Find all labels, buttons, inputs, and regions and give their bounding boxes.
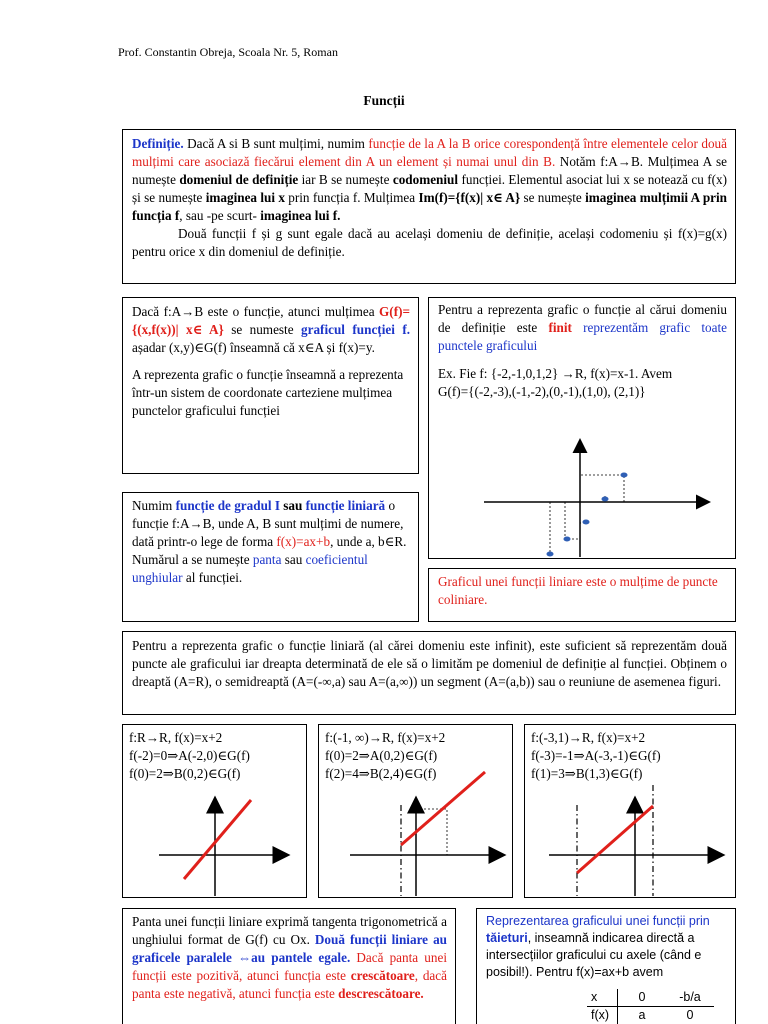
example-3-line-2: f(-3)=-1⇒A(-3,-1)∈G(f): [531, 748, 661, 763]
parallel-rule: Două funcții liniare au graficele paralele ⇔au pantele egale.: [132, 932, 447, 965]
text: iar B se numește: [298, 172, 393, 187]
collinear-note-box: [428, 568, 736, 622]
table-row: [587, 989, 714, 1007]
term-image-set: imaginea mulțimii A prin funcția f: [132, 190, 728, 223]
page-header: Prof. Constantin Obreja, Scoala Nr. 5, Roman: [118, 45, 338, 59]
function-definition: funcție de la A la B orice corespondență între elementele celor două mulțimi care asociază fiecărui element din A un element și numai unul din B.: [132, 136, 727, 169]
definition-paragraph: [132, 135, 727, 225]
example-line-1: Ex. Fie f: {-2,-1,0,1,2} →R, f(x)=x-1. Avem: [438, 366, 673, 381]
table-cell: a: [638, 1008, 646, 1022]
cuts-box: [476, 908, 736, 1024]
table-cell: -b/a: [666, 989, 714, 1007]
graph-definition-box: [122, 297, 419, 474]
text: , dacă panta este negativă, atunci funcția este: [132, 968, 447, 1001]
text: , sau -pe scurt-: [179, 208, 261, 223]
text: se numește: [520, 190, 586, 205]
term-coefficient: coeficientul unghiular: [132, 552, 368, 585]
example-1-graph: [123, 725, 306, 896]
text: așadar (x,y)∈G(f) înseamnă că x∈A și f(x)=y.: [132, 340, 375, 355]
text: , inseamnă indicarea directă a intersecțiilor graficului cu axele (când e posibil!). Pentru f(x)=ax+b avem: [486, 931, 702, 979]
finite-rest: reprezentăm grafic toate punctele graficului: [438, 320, 727, 353]
text: o funcție f:A→B, unde A, B sunt mulțimi de numere, dată printr-o lege de forma: [132, 498, 404, 549]
text: sau: [281, 552, 306, 567]
term-cuts: tăieturi: [486, 931, 528, 945]
term-codomain: codomeniul: [392, 172, 459, 187]
finite-term: finit: [548, 320, 572, 335]
example-1-line-1: f:R→R, f(x)=x+2: [129, 730, 223, 745]
graph-points: [547, 473, 628, 557]
example-2-line-3: f(2)=4⇒B(2,4)∈G(f): [325, 766, 437, 781]
example-2-line-2: f(0)=2⇒A(0,2)∈G(f): [325, 748, 438, 763]
linear-function-box: [122, 492, 419, 622]
definition-box: [122, 129, 736, 284]
text: Panta unei funcții liniare exprimă tangenta trigonometrică a unghiului format de G(f) cu Ox.: [132, 914, 447, 947]
example-box-3: [524, 724, 736, 898]
example-1-line-2: f(-2)=0⇒A(-2,0)∈G(f): [129, 748, 250, 763]
infinite-domain-paragraph: Pentru a reprezenta grafic o funcție liniară (al cărei domeniu este infinit), este suficient să reprezentăm două puncte ale graficului iar dreapta determinată de ele să o limităm pe domeniul de definiție al funcției. Obținem o dreaptă (A=R), o semidreaptă (A=(-∞,a) sau A=(a,∞)) un segment (A=(a,b)) sau o reuniune de asemenea figuri.: [132, 638, 727, 689]
term-domain: domeniul de definiție: [179, 172, 299, 187]
point-0: [583, 520, 590, 525]
example-line-2: G(f)={(-2,-3),(-1,-2),(0,-1),(1,0), (2,1)}: [438, 384, 646, 399]
definition-keyword: Definiție.: [132, 136, 184, 151]
dashed-guides: [550, 475, 624, 556]
text: Pentru a reprezenta grafic o funcție al cărui domeniu de definiție este: [438, 302, 727, 335]
table-cell: f(x): [587, 1007, 618, 1024]
point-minus2: [547, 552, 554, 557]
graph-representation-paragraph: A reprezenta grafic o funcție înseamnă a reprezenta într-un sistem de coordonate carteziene mulțimea punctelor graficului funcției: [132, 367, 404, 418]
text: se numeste: [223, 322, 302, 337]
example-3-graph: [525, 725, 734, 896]
text: Reprezentarea graficului unei funcții prin: [486, 914, 710, 928]
text: sau: [280, 498, 306, 513]
linear-formula: f(x)=ax+b: [276, 534, 331, 549]
text: Notăm f:A→B. Mulțimea A se numește: [132, 154, 727, 187]
table-cell: x: [587, 989, 618, 1007]
graph-term: graficul funcției f.: [301, 322, 411, 337]
graph-definition-paragraph: [132, 303, 410, 357]
term-image-f: imaginea lui f.: [260, 208, 341, 223]
term-im-f: Im(f)={f(x)| x∈ A}: [418, 190, 521, 205]
finite-domain-box: [428, 297, 736, 559]
text: , unde a, b∈R. Numărul a se numește: [132, 534, 407, 567]
example-box-2: [318, 724, 513, 898]
graph-line: [184, 800, 251, 879]
term-decreasing: descrescătoare.: [338, 986, 424, 1001]
term-image-x: imaginea lui x: [205, 190, 285, 205]
term-first-degree: funcție de gradul I: [175, 498, 280, 513]
text: funcției. Elementul asociat lui x se notează cu f(x) și se numește: [132, 172, 727, 205]
dashed-guides: [416, 809, 447, 855]
point-1: [602, 497, 609, 502]
finite-graph: [429, 298, 734, 557]
text: al funcției.: [182, 570, 243, 585]
text: prin funcția f. Mulțimea: [284, 190, 419, 205]
term-linear: funcție liniară: [305, 498, 386, 513]
cuts-table-wrap: [587, 989, 714, 1024]
slope-box: [122, 908, 456, 1024]
collinear-note: Graficul unei funcții liniare este o mulțime de puncte coliniare.: [438, 574, 718, 607]
table-row: [587, 1007, 714, 1024]
example-1-line-3: f(0)=2⇒B(0,2)∈G(f): [129, 766, 241, 781]
equal-functions-paragraph: Două funcții f și g sunt egale dacă au același domeniu de definiție, același codomeniu și f(x)=g(x) pentru orice x din domeniul de definiție.: [132, 226, 727, 259]
text: Dacă panta unei funcții este pozitivă, atunci funcția este: [132, 950, 447, 983]
text: Numim: [132, 498, 176, 513]
text: Dacă f:A→B este o funcție, atunci mulțimea: [132, 304, 380, 319]
graph-line: [577, 806, 653, 873]
term-increasing: crescătoare: [350, 968, 415, 983]
point-2: [621, 473, 628, 478]
graph-line: [401, 772, 485, 845]
infinite-domain-box: [122, 631, 736, 715]
table-cell: 0: [686, 1008, 694, 1022]
example-2-line-1: f:(-1, ∞)→R, f(x)=x+2: [325, 730, 446, 745]
point-minus1: [564, 537, 571, 542]
example-box-1: [122, 724, 307, 898]
table-cell: 0: [618, 989, 667, 1007]
page-title: Funcții: [363, 93, 405, 108]
cuts-table: [587, 989, 714, 1024]
example-3-line-3: f(1)=3⇒B(1,3)∈G(f): [531, 766, 643, 781]
graph-formula: G(f)= {(x,f(x))| x∈ A}: [132, 304, 410, 337]
term-slope: panta: [252, 552, 282, 567]
example-3-line-1: f:(-3,1)→R, f(x)=x+2: [531, 730, 646, 745]
example-2-graph: [319, 725, 512, 896]
text: Dacă A si B sunt mulțimi, numim: [183, 136, 369, 151]
